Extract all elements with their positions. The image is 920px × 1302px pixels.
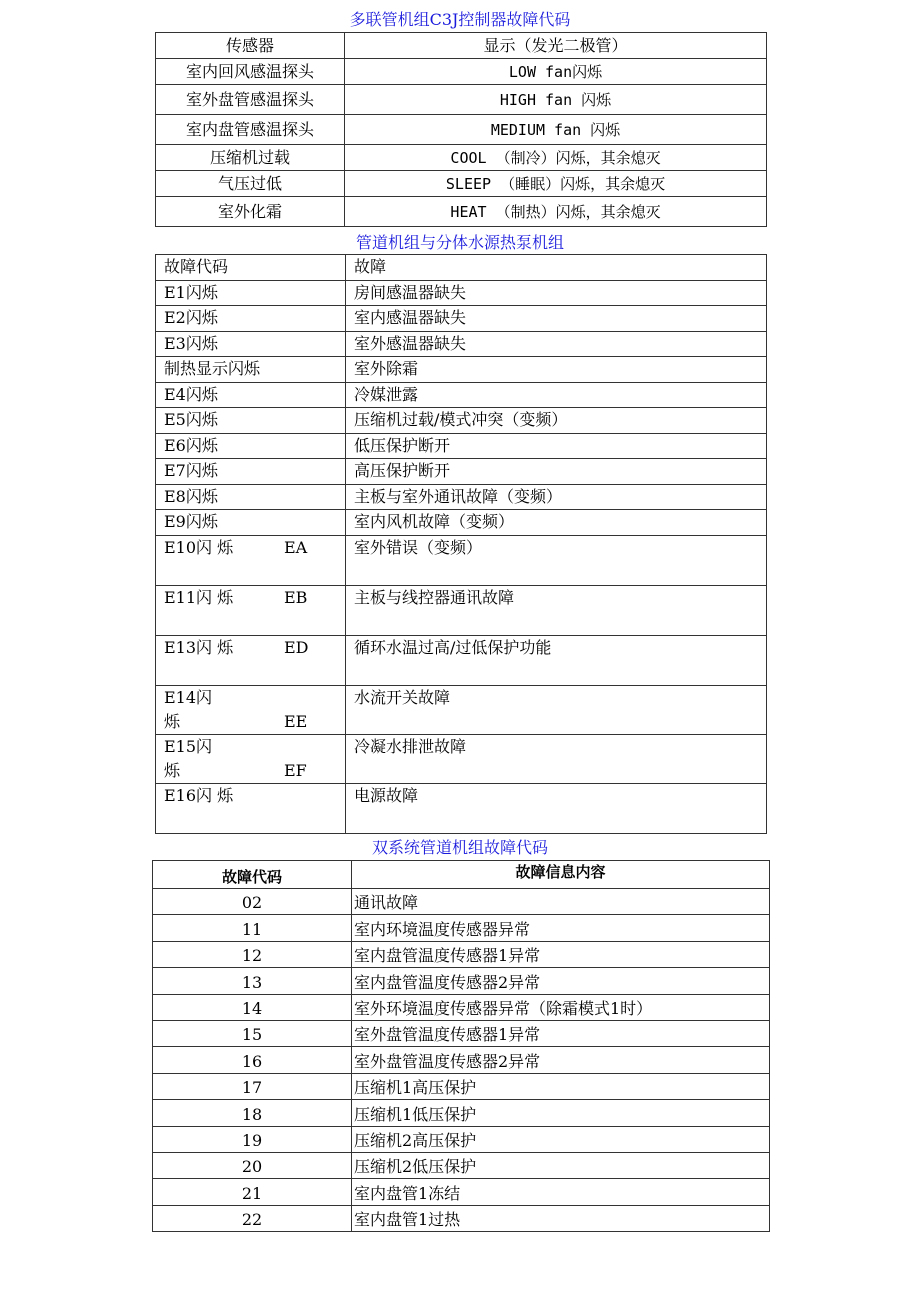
header-cell: 故障信息内容	[352, 861, 770, 889]
fault-cell: 水流开关故障	[346, 685, 767, 734]
code-label: E16闪 烁	[164, 785, 234, 805]
section3-title: 双系统管道机组故障代码	[371, 838, 548, 857]
code-alt-label: EA	[284, 537, 308, 557]
code-label: E10闪 烁	[164, 537, 234, 557]
table-row	[156, 685, 767, 734]
section1-title: 多联管机组C3J控制器故障代码	[349, 10, 571, 29]
fault-cell: 室外环境温度传感器异常（除霜模式1时）	[352, 994, 770, 1020]
code-label: E11闪 烁	[164, 587, 234, 607]
sensor-fault-table	[155, 32, 767, 227]
code-label: E14闪	[164, 687, 213, 707]
code-cell: E8闪烁	[156, 484, 346, 510]
fault-cell: 冷凝水排泄故障	[346, 734, 767, 783]
code-cell: 16	[153, 1047, 352, 1073]
table-row	[156, 171, 767, 197]
code-cell: 18	[153, 1100, 352, 1126]
display-cell: COOL （制冷）闪烁，其余熄灭	[345, 145, 767, 171]
fault-cell: 室内盘管温度传感器2异常	[352, 968, 770, 994]
table-row	[156, 585, 767, 635]
table-row	[153, 915, 770, 941]
code-cell: E5闪烁	[156, 408, 346, 434]
fault-cell: 高压保护断开	[346, 459, 767, 485]
header-cell: 故障代码	[153, 861, 352, 889]
sensor-cell: 压缩机过载	[156, 145, 345, 171]
code-alt-label: ED	[284, 637, 309, 657]
table-row	[153, 1047, 770, 1073]
display-cell: MEDIUM fan 闪烁	[345, 115, 767, 145]
code-alt-label: EE	[284, 711, 308, 731]
fault-cell: 室内环境温度传感器异常	[352, 915, 770, 941]
header-cell: 故障	[346, 255, 767, 281]
code-cell: E9闪烁	[156, 510, 346, 536]
sensor-cell: 室外盘管感温探头	[156, 85, 345, 115]
fault-cell: 室外除霜	[346, 357, 767, 383]
code-cell: 19	[153, 1126, 352, 1152]
sensor-cell: 室外化霜	[156, 197, 345, 227]
section2-title: 管道机组与分体水源热泵机组	[355, 233, 564, 252]
fault-cell: 室内盘管温度传感器1异常	[352, 941, 770, 967]
table-header-row	[156, 33, 767, 59]
code-label: E13闪 烁	[164, 637, 234, 657]
fault-cell: 压缩机1低压保护	[352, 1100, 770, 1126]
table-row	[156, 280, 767, 306]
code-alt-label: EB	[284, 587, 308, 607]
display-cell: LOW fan闪烁	[345, 59, 767, 85]
code-cell: 02	[153, 889, 352, 915]
dual-system-fault-table	[152, 860, 770, 1232]
code-cell: E6闪烁	[156, 433, 346, 459]
code-cell: 17	[153, 1073, 352, 1099]
table-row	[156, 306, 767, 332]
code-cell	[156, 585, 346, 635]
code-cell: 制热显示闪烁	[156, 357, 346, 383]
fault-cell: 冷媒泄露	[346, 382, 767, 408]
table-row	[156, 635, 767, 685]
fault-cell: 电源故障	[346, 783, 767, 833]
code-label-cont: 烁	[164, 760, 181, 780]
code-cell: E4闪烁	[156, 382, 346, 408]
code-cell: 13	[153, 968, 352, 994]
code-cell: E2闪烁	[156, 306, 346, 332]
code-cell	[156, 783, 346, 833]
table-row	[153, 1100, 770, 1126]
fault-cell: 主板与线控器通讯故障	[346, 585, 767, 635]
table-row	[153, 1073, 770, 1099]
table-row	[153, 968, 770, 994]
header-cell: 故障代码	[156, 255, 346, 281]
table-row	[153, 1020, 770, 1046]
fault-cell: 室外感温器缺失	[346, 331, 767, 357]
code-cell: E3闪烁	[156, 331, 346, 357]
fault-cell: 室外盘管温度传感器2异常	[352, 1047, 770, 1073]
code-cell: 11	[153, 915, 352, 941]
fault-cell: 室外错误（变频）	[346, 535, 767, 585]
sensor-cell: 气压过低	[156, 171, 345, 197]
fault-cell: 循环水温过高/过低保护功能	[346, 635, 767, 685]
table-row	[153, 1126, 770, 1152]
table-row	[156, 510, 767, 536]
fault-cell: 室内盘管1过热	[352, 1205, 770, 1231]
code-cell: 15	[153, 1020, 352, 1046]
display-cell: HEAT （制热）闪烁，其余熄灭	[345, 197, 767, 227]
fault-cell: 室内盘管1冻结	[352, 1179, 770, 1205]
table-row	[156, 408, 767, 434]
display-cell: SLEEP （睡眠）闪烁，其余熄灭	[345, 171, 767, 197]
display-cell: HIGH fan 闪烁	[345, 85, 767, 115]
table-row	[153, 1152, 770, 1178]
code-cell	[156, 685, 346, 734]
table-row	[156, 535, 767, 585]
sensor-cell: 室内回风感温探头	[156, 59, 345, 85]
code-cell: E1闪烁	[156, 280, 346, 306]
table-row	[153, 941, 770, 967]
code-cell: 12	[153, 941, 352, 967]
table-row	[156, 433, 767, 459]
table-header-row	[153, 861, 770, 889]
table-row	[156, 145, 767, 171]
table-row	[153, 994, 770, 1020]
code-label: E15闪	[164, 736, 213, 756]
code-cell: 20	[153, 1152, 352, 1178]
table-header-row	[156, 255, 767, 281]
table-row	[156, 115, 767, 145]
table-row	[156, 484, 767, 510]
duct-unit-fault-table	[155, 254, 767, 834]
fault-cell: 压缩机2高压保护	[352, 1126, 770, 1152]
table-row	[153, 1205, 770, 1231]
code-cell: E7闪烁	[156, 459, 346, 485]
table-row	[156, 331, 767, 357]
fault-cell: 通讯故障	[352, 889, 770, 915]
fault-cell: 室内感温器缺失	[346, 306, 767, 332]
fault-cell: 低压保护断开	[346, 433, 767, 459]
code-cell: 21	[153, 1179, 352, 1205]
table-row	[156, 783, 767, 833]
fault-cell: 房间感温器缺失	[346, 280, 767, 306]
code-cell	[156, 635, 346, 685]
table-row	[156, 382, 767, 408]
table-row	[156, 357, 767, 383]
table-row	[153, 889, 770, 915]
table-row	[156, 59, 767, 85]
code-alt-label: EF	[284, 760, 307, 780]
fault-cell: 室内风机故障（变频）	[346, 510, 767, 536]
fault-cell: 室外盘管温度传感器1异常	[352, 1020, 770, 1046]
table-row	[156, 734, 767, 783]
sensor-cell: 室内盘管感温探头	[156, 115, 345, 145]
header-cell: 传感器	[156, 33, 345, 59]
table-row	[156, 459, 767, 485]
code-cell: 14	[153, 994, 352, 1020]
code-label-cont: 烁	[164, 711, 181, 731]
fault-cell: 压缩机2低压保护	[352, 1152, 770, 1178]
header-cell: 显示（发光二极管）	[345, 33, 767, 59]
fault-cell: 压缩机1高压保护	[352, 1073, 770, 1099]
table-row	[156, 197, 767, 227]
code-cell	[156, 535, 346, 585]
code-cell: 22	[153, 1205, 352, 1231]
table-row	[153, 1179, 770, 1205]
code-cell	[156, 734, 346, 783]
fault-cell: 主板与室外通讯故障（变频）	[346, 484, 767, 510]
fault-cell: 压缩机过载/模式冲突（变频）	[346, 408, 767, 434]
table-row	[156, 85, 767, 115]
